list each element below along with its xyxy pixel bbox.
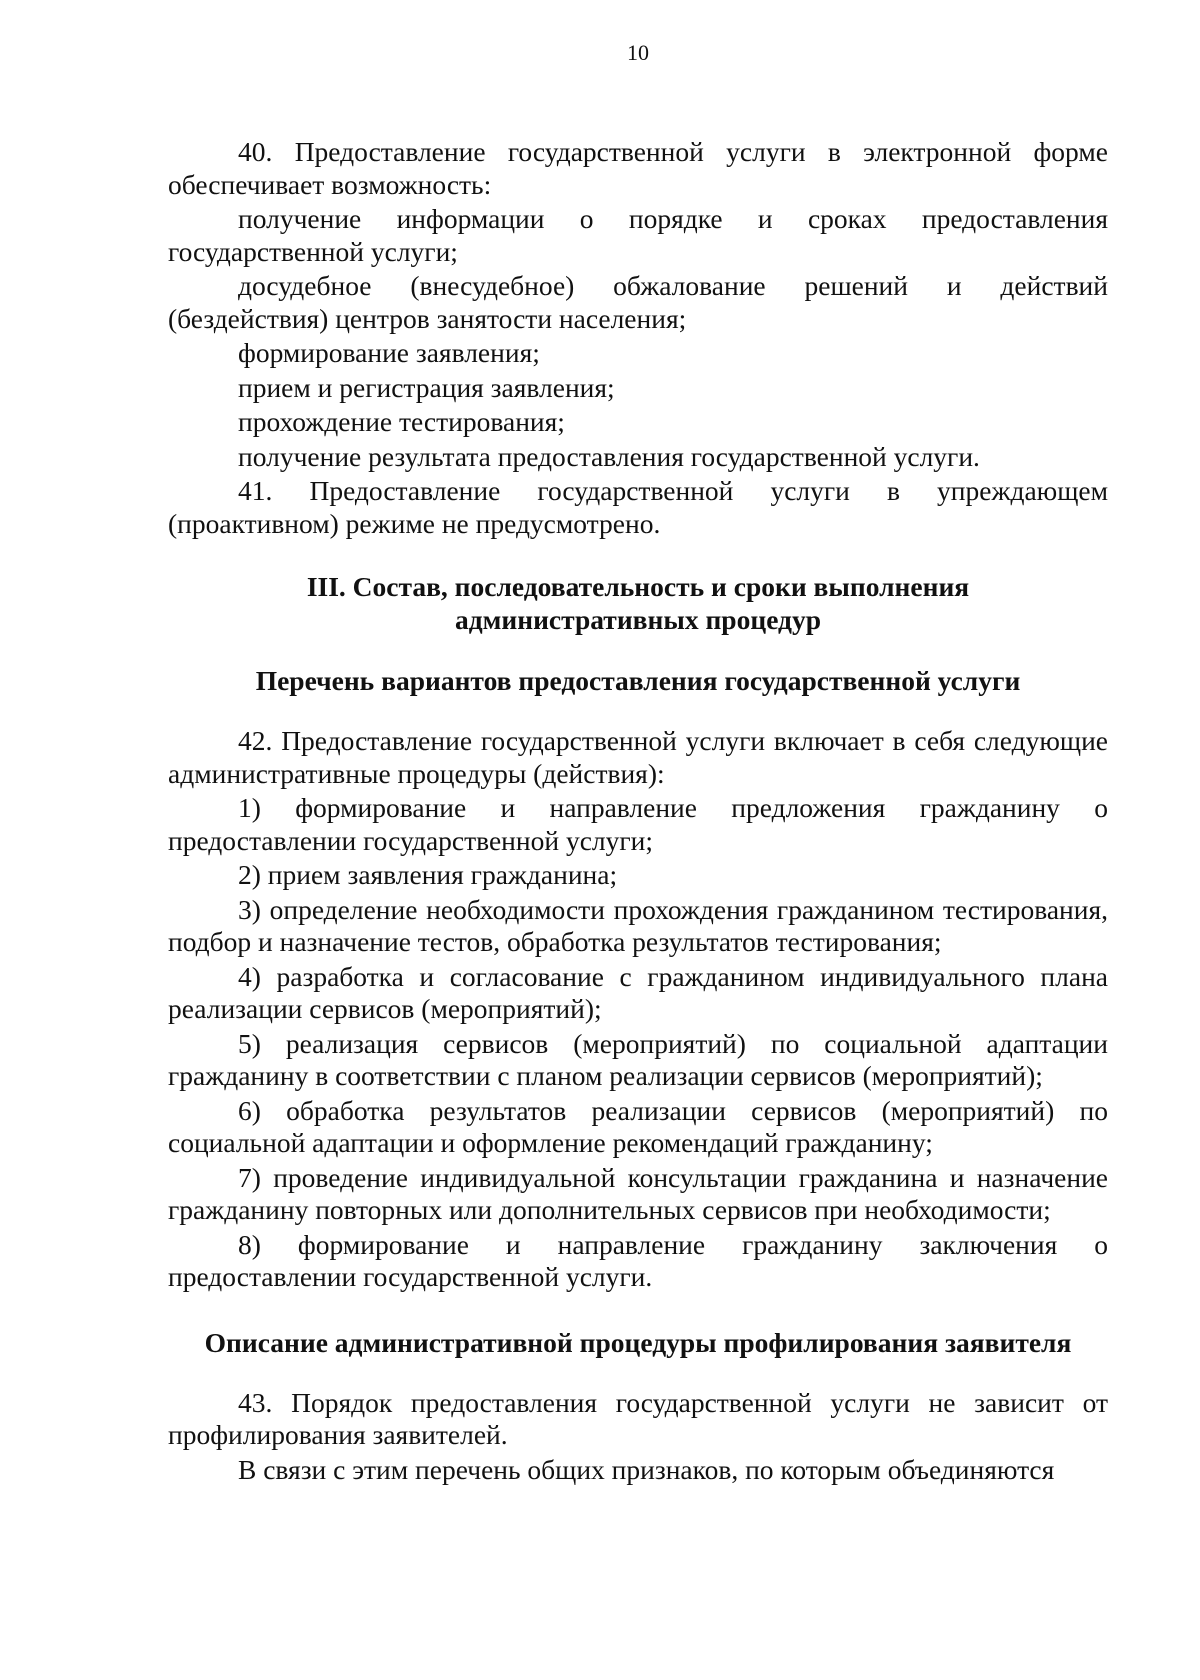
paragraph-41: 41. Предоставление государственной услуги в упреждающем (проактивном) режиме не предусмотрено. <box>168 475 1108 539</box>
paragraph-40-item: прием и регистрация заявления; <box>238 371 615 403</box>
paragraph-42-item: 4) разработка и согласование с гражданином индивидуального плана реализации сервисов (мероприятий); <box>168 960 1108 1024</box>
paragraph-42-item: 8) формирование и направление гражданину заключения о предоставлении государственной услуги. <box>168 1228 1108 1292</box>
paragraph-40-item: получение результата предоставления государственной услуги. <box>238 440 980 472</box>
paragraph-42-item: 2) прием заявления гражданина; <box>238 859 618 890</box>
document-page <box>168 40 1108 1488</box>
paragraph-40-lead: 40. Предоставление государственной услуги в электронной форме обеспечивает возможность: <box>168 136 1108 200</box>
paragraph-42-item: 5) реализация сервисов (мероприятий) по социальной адаптации гражданину в соответствии с планом реализации сервисов (мероприятий); <box>168 1027 1108 1091</box>
section-3-title-line-1: III. Состав, последовательность и сроки выполнения <box>306 571 970 602</box>
variants-subtitle: Перечень вариантов предоставления государственной услуги <box>255 665 1021 696</box>
paragraph-40-item: получение информации о порядке и сроках предоставления государственной услуги; <box>168 203 1108 267</box>
paragraph-42-lead: 42. Предоставление государственной услуги включает в себя следующие административные процедуры (действия): <box>168 725 1108 789</box>
paragraph-42-item: 1) формирование и направление предложения гражданину о предоставлении государственной услуги; <box>168 792 1108 856</box>
paragraph-42-item: 3) определение необходимости прохождения гражданином тестирования, подбор и назначение тестов, обработка результатов тестирования; <box>168 893 1108 957</box>
profiling-subtitle: Описание административной процедуры профилирования заявителя <box>204 1326 1072 1358</box>
paragraph-42-item: 7) проведение индивидуальной консультации гражданина и назначение гражданину повторных или дополнительных сервисов при необходимости; <box>168 1161 1108 1225</box>
page-number: 10 <box>627 40 649 65</box>
paragraph-40-item: досудебное (внесудебное) обжалование решений и действий (бездействия) центров занятости населения; <box>168 270 1108 334</box>
paragraph-43-continuation: В связи с этим перечень общих признаков, по которым объединяются <box>238 1453 1055 1485</box>
paragraph-43-lead: 43. Порядок предоставления государственной услуги не зависит от профилирования заявителей. <box>168 1386 1108 1450</box>
paragraph-40-item: формирование заявления; <box>238 337 540 368</box>
paragraph-42-item: 6) обработка результатов реализации сервисов (мероприятий) по социальной адаптации и оформление рекомендаций гражданину; <box>168 1094 1108 1158</box>
paragraph-40-item: прохождение тестирования; <box>238 406 565 437</box>
section-3-title-line-2: административных процедур <box>455 604 821 635</box>
